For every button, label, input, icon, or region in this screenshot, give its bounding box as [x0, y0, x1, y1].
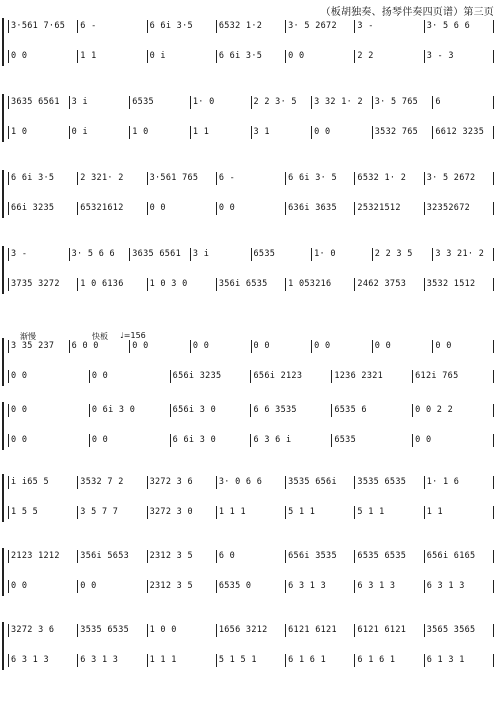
banhu-staff: [8, 620, 494, 640]
measure: 6 3 6 i: [253, 435, 292, 445]
measure: 6 3 1 3: [80, 655, 119, 665]
measure: 2 2: [357, 51, 374, 61]
measure: 0 0: [11, 581, 28, 591]
measure: 3532 765: [374, 127, 419, 137]
measure: 6535 6: [334, 405, 367, 415]
system-3: [8, 168, 494, 218]
measure: 3 i: [192, 249, 210, 259]
page-header: （板胡独奏、扬琴伴奏四页谱）第三页: [320, 7, 494, 18]
measure: 3·561 765: [149, 173, 199, 183]
measure: 0 0: [415, 435, 432, 445]
measure: 656i 2123: [253, 371, 303, 381]
measure: 3535 656i: [288, 477, 337, 487]
measure: 6 6i 3·5: [11, 173, 55, 183]
measure: 0 0: [11, 51, 28, 61]
measure: 3 1: [253, 127, 270, 137]
measure: 356i 5653: [80, 551, 130, 561]
banhu-staff: [8, 336, 494, 356]
banhu-staff: [8, 400, 494, 420]
barline: [493, 172, 494, 185]
measure: 3 32 1· 2: [314, 97, 363, 107]
system-1: [8, 16, 494, 66]
measure: 6 6i 3· 5: [288, 173, 337, 183]
measure: 656i 3 0: [172, 405, 216, 415]
measure: 3272 3 0: [149, 507, 193, 517]
measure: 6 3 1 3: [357, 581, 396, 591]
system-2: [8, 92, 494, 142]
measure: 1236 2321: [334, 371, 384, 381]
system-brace: [2, 622, 7, 670]
measure: 6535 6535: [357, 551, 407, 561]
measure: 3· 5 765: [374, 97, 419, 107]
measure: 3 i: [71, 97, 88, 107]
measure: 6 -: [218, 173, 236, 183]
measure: 2 321· 2: [80, 173, 124, 183]
barline: [493, 96, 494, 109]
measure: 3535 6535: [80, 625, 130, 635]
measure: 0 0: [288, 51, 305, 61]
banhu-staff: [8, 472, 494, 492]
measure: 1 1: [426, 507, 443, 517]
barline: [493, 50, 494, 63]
measure: 1 1: [192, 127, 210, 137]
measure: 2312 3 5: [149, 581, 193, 591]
system-brace: [2, 18, 7, 66]
system-brace: [2, 548, 7, 596]
measure: 6 1 3 1: [426, 655, 465, 665]
banhu-staff: [8, 16, 494, 36]
measure: 3565 3565: [426, 625, 476, 635]
system-8: [8, 546, 494, 596]
barline: [493, 278, 494, 291]
measure: 65321612: [80, 203, 124, 213]
measure: 1 053216: [288, 279, 332, 289]
tempo-mark-fast: 快板: [92, 332, 108, 341]
measure: 3635 6561: [11, 97, 60, 107]
yangqin-staff: [8, 46, 494, 66]
measure: 3532 7 2: [80, 477, 124, 487]
measure: 6532 1·2: [218, 21, 263, 31]
measure: 1 0 6136: [80, 279, 124, 289]
yangqin-staff: [8, 198, 494, 218]
system-brace: [2, 94, 7, 142]
barline: [493, 340, 494, 353]
measure: 0 6i 3 0: [91, 405, 136, 415]
measure: 25321512: [357, 203, 401, 213]
barline: [493, 580, 494, 593]
system-brace: [2, 246, 7, 294]
measure: 6535: [253, 249, 276, 259]
barline: [493, 202, 494, 215]
measure: 6 3 1 3: [288, 581, 327, 591]
measure: 6 1 6 1: [357, 655, 396, 665]
barline: [493, 434, 494, 447]
measure: 0 0: [314, 127, 331, 137]
measure: 6 6 3535: [253, 405, 297, 415]
measure: 66i 3235: [11, 203, 55, 213]
measure: 3· 0 6 6: [218, 477, 263, 487]
measure: 0 0: [80, 581, 97, 591]
measure: 0 i: [71, 127, 88, 137]
measure: i i65 5: [11, 477, 49, 487]
barline: [493, 126, 494, 139]
measure: 0 0: [253, 341, 270, 351]
measure: 3 5 7 7: [80, 507, 119, 517]
system-9: [8, 620, 494, 670]
yangqin-staff: [8, 502, 494, 522]
measure: 1 0: [132, 127, 149, 137]
measure: 6 3 1 3: [426, 581, 465, 591]
measure: 1 1 1: [149, 655, 177, 665]
measure: 32352672: [426, 203, 471, 213]
banhu-staff: [8, 92, 494, 112]
barline: [493, 476, 494, 489]
measure: 1· 0: [192, 97, 215, 107]
system-5: [8, 336, 494, 386]
metronome-mark: ♩=156: [120, 331, 146, 340]
measure: 0 0: [435, 341, 452, 351]
system-4: [8, 244, 494, 294]
measure: 2462 3753: [357, 279, 407, 289]
system-brace: [2, 402, 7, 450]
measure: 1 0 0: [149, 625, 177, 635]
measure: 5 1 1: [357, 507, 385, 517]
measure: 2312 3 5: [149, 551, 193, 561]
measure: 0 0: [11, 435, 28, 445]
measure: 6 6i 3·5: [149, 21, 193, 31]
measure: 0 0: [91, 371, 109, 381]
measure: 3 35 237: [11, 341, 55, 351]
measure: 0 0: [314, 341, 331, 351]
measure: 2 2 3 5: [374, 249, 413, 259]
system-brace: [2, 474, 7, 522]
measure: 3· 5 2672: [426, 173, 476, 183]
system-brace: [2, 338, 7, 386]
system-7: [8, 472, 494, 522]
measure: 656i 6165: [426, 551, 476, 561]
measure: 3532 1512: [426, 279, 476, 289]
barline: [493, 370, 494, 383]
barline: [493, 404, 494, 417]
measure: 3· 5 2672: [288, 21, 337, 31]
measure: 3·561 7·65: [11, 21, 66, 31]
yangqin-staff: [8, 122, 494, 142]
measure: 612i 765: [415, 371, 459, 381]
measure: 6 3 1 3: [11, 655, 49, 665]
measure: 0 0: [192, 341, 210, 351]
measure: 6 1 6 1: [288, 655, 327, 665]
measure: 0 0: [149, 203, 166, 213]
measure: 1 1: [80, 51, 97, 61]
system-brace: [2, 170, 7, 218]
measure: 0 0: [132, 341, 149, 351]
barline: [493, 550, 494, 563]
measure: 1· 0: [314, 249, 336, 259]
measure: 6 -: [80, 21, 97, 31]
measure: 6 0 0: [71, 341, 99, 351]
measure: 3535 6535: [357, 477, 407, 487]
measure: 1 0: [11, 127, 28, 137]
measure: 1656 3212: [218, 625, 268, 635]
barline: [493, 624, 494, 637]
measure: 1· 1 6: [426, 477, 460, 487]
yangqin-staff: [8, 430, 494, 450]
measure: 6 0: [218, 551, 236, 561]
measure: 0 0: [91, 435, 109, 445]
measure: 2123 1212: [11, 551, 60, 561]
yangqin-staff: [8, 366, 494, 386]
system-6: [8, 400, 494, 450]
measure: 6535: [132, 97, 154, 107]
measure: 656i 3535: [288, 551, 337, 561]
measure: 3 3 21· 2: [435, 249, 485, 259]
measure: 2 2 3· 5: [253, 97, 297, 107]
measure: 3 - 3: [426, 51, 454, 61]
measure: 6121 6121: [288, 625, 337, 635]
measure: 636i 3635: [288, 203, 337, 213]
measure: 0 0: [11, 405, 28, 415]
barline: [493, 506, 494, 519]
measure: 1 0 3 0: [149, 279, 188, 289]
measure: 0 0: [218, 203, 236, 213]
measure: 6535 0: [218, 581, 252, 591]
yangqin-staff: [8, 274, 494, 294]
measure: 6 6i 3 0: [172, 435, 216, 445]
measure: 3 -: [357, 21, 374, 31]
measure: 3 -: [11, 249, 28, 259]
banhu-staff: [8, 244, 494, 264]
tempo-mark-rit: 渐慢: [20, 332, 36, 341]
banhu-staff: [8, 546, 494, 566]
measure: 0 i: [149, 51, 166, 61]
yangqin-staff: [8, 650, 494, 670]
measure: 0 0: [374, 341, 392, 351]
measure: 0 0 2 2: [415, 405, 454, 415]
measure: 6 6i 3·5: [218, 51, 263, 61]
measure: 5 1 5 1: [218, 655, 257, 665]
measure: 656i 3235: [172, 371, 222, 381]
measure: 3272 3 6: [149, 477, 193, 487]
banhu-staff: [8, 168, 494, 188]
measure: 1 1 1: [218, 507, 246, 517]
yangqin-staff: [8, 576, 494, 596]
measure: 6: [435, 97, 441, 107]
measure: 6535: [334, 435, 356, 445]
measure: 356i 6535: [218, 279, 268, 289]
measure: 6532 1· 2: [357, 173, 407, 183]
measure: 3272 3 6: [11, 625, 55, 635]
measure: 6121 6121: [357, 625, 407, 635]
measure: 3735 3272: [11, 279, 60, 289]
measure: 5 1 1: [288, 507, 316, 517]
measure: 6612 3235: [435, 127, 485, 137]
measure: 1 5 5: [11, 507, 39, 517]
measure: 0 0: [11, 371, 28, 381]
measure: 3· 5 6 6: [71, 249, 115, 259]
barline: [493, 20, 494, 33]
barline: [493, 248, 494, 261]
barline: [493, 654, 494, 667]
measure: 3635 6561: [132, 249, 182, 259]
measure: 3· 5 6 6: [426, 21, 471, 31]
